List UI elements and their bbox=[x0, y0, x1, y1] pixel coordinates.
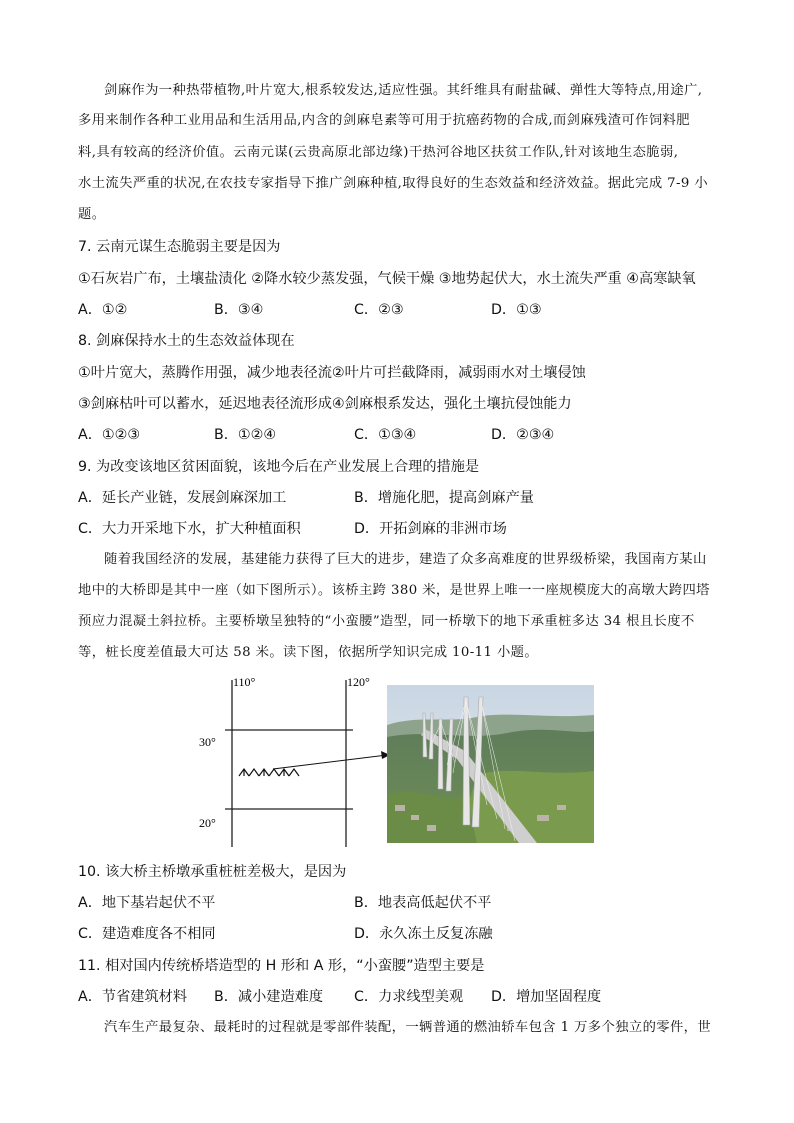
q11-option-d[interactable]: D．增加坚固程度 bbox=[491, 989, 602, 1005]
intro1-line-2: 多用来制作各种工业用品和生活用品,内含的剑麻皂素等可用于抗癌药物的合成,而剑麻残渣可作饲料肥 bbox=[78, 113, 690, 128]
q7-items: ①石灰岩广布，土壤盐渍化 ②降水较少蒸发强，气候干燥 ③地势起伏大，水土流失严重 ④高寒缺氧 bbox=[78, 271, 696, 287]
q10-stem: 10. 该大桥主桥墩承重桩桩差极大，是因为 bbox=[78, 864, 347, 880]
intro1-line-4: 水土流失严重的状况,在农技专家指导下推广剑麻种植,取得良好的生态效益和经济效益。据此完成 7-9 小 bbox=[78, 176, 709, 191]
q8-option-d[interactable]: D．②③④ bbox=[491, 427, 555, 443]
mountain-symbols bbox=[239, 769, 299, 776]
q7-option-d[interactable]: D．①③ bbox=[491, 302, 542, 318]
q11-option-c[interactable]: C．力求线型美观 bbox=[354, 989, 464, 1005]
pointer-arrow bbox=[273, 755, 387, 769]
q8-stem: 8. 剑麻保持水土的生态效益体现在 bbox=[78, 333, 295, 349]
lat-label-30: 30° bbox=[199, 735, 216, 749]
q8-option-a[interactable]: A．①②③ bbox=[78, 427, 141, 443]
intro2-line-3: 预应力混凝土斜拉桥。主要桥墩呈独特的“小蛮腰”造型，同一桥墩下的地下承重桩多达 34 根且长度不 bbox=[78, 614, 695, 629]
q7-option-b[interactable]: B．③④ bbox=[214, 302, 264, 318]
q9-stem: 9. 为改变该地区贫困面貌，该地今后在产业发展上合理的措施是 bbox=[78, 459, 480, 475]
location-map bbox=[195, 672, 390, 847]
q10-option-a[interactable]: A．地下基岩起伏不平 bbox=[78, 895, 216, 911]
q8-items-1: ①叶片宽大，蒸腾作用强，减少地表径流②叶片可拦截降雨，减弱雨水对土壤侵蚀 bbox=[78, 365, 586, 381]
intro2-line-2: 地中的大桥即是其中一座（如下图所示）。该桥主跨 380 米，是世界上唯一一座规模庞大的高墩大跨四塔 bbox=[78, 583, 710, 598]
q7-option-a[interactable]: A．①② bbox=[78, 302, 128, 318]
q8-items-2: ③剑麻枯叶可以蓄水，延迟地表径流形成④剑麻根系发达，强化土壤抗侵蚀能力 bbox=[78, 396, 572, 412]
intro2-line-4: 等，桩长度差值最大可达 58 米。读下图，依据所学知识完成 10-11 小题。 bbox=[78, 645, 539, 660]
intro1-line-5: 题。 bbox=[78, 207, 106, 222]
intro2-line-1: 随着我国经济的发展，基建能力获得了巨大的进步，建造了众多高难度的世界级桥梁，我国南方某山 bbox=[104, 552, 707, 567]
bridge-photo bbox=[387, 685, 594, 843]
q8-option-c[interactable]: C．①③④ bbox=[354, 427, 417, 443]
q9-option-a[interactable]: A．延长产业链，发展剑麻深加工 bbox=[78, 490, 287, 506]
q10-option-c[interactable]: C．建造难度各不相同 bbox=[78, 926, 216, 942]
q9-option-c[interactable]: C．大力开采地下水，扩大种植面积 bbox=[78, 521, 301, 537]
q9-option-d[interactable]: D．开拓剑麻的非洲市场 bbox=[354, 521, 507, 537]
bridge-figure bbox=[195, 672, 605, 847]
q9-option-b[interactable]: B．增施化肥，提高剑麻产量 bbox=[354, 490, 534, 506]
lon-label-120: 120° bbox=[347, 675, 370, 689]
q11-option-a[interactable]: A．节省建筑材料 bbox=[78, 989, 188, 1005]
q10-option-b[interactable]: B．地表高低起伏不平 bbox=[354, 895, 492, 911]
q11-stem: 11. 相对国内传统桥塔造型的 H 形和 A 形，“小蛮腰”造型主要是 bbox=[78, 958, 485, 974]
q7-stem: 7. 云南元谋生态脆弱主要是因为 bbox=[78, 239, 281, 255]
lat-label-20: 20° bbox=[199, 816, 216, 830]
q11-option-b[interactable]: B．减小建造难度 bbox=[214, 989, 324, 1005]
q8-option-b[interactable]: B．①②④ bbox=[214, 427, 277, 443]
bridge-photo-drawing bbox=[387, 685, 594, 843]
lon-label-110: 110° bbox=[233, 675, 256, 689]
intro1-line-1: 剑麻作为一种热带植物,叶片宽大,根系较发达,适应性强。其纤维具有耐盐碱、弹性大等特点,用途广, bbox=[104, 83, 703, 98]
q7-option-c[interactable]: C．②③ bbox=[354, 302, 404, 318]
q10-option-d[interactable]: D．永久冻土反复冻融 bbox=[354, 926, 493, 942]
intro3-line-1: 汽车生产最复杂、最耗时的过程就是零部件装配，一辆普通的燃油轿车包含 1 万多个独立的零件，世 bbox=[104, 1020, 712, 1035]
intro1-line-3: 料,具有较高的经济价值。云南元谋(云贵高原北部边缘)干热河谷地区扶贫工作队,针对该地生态脆弱, bbox=[78, 145, 679, 160]
